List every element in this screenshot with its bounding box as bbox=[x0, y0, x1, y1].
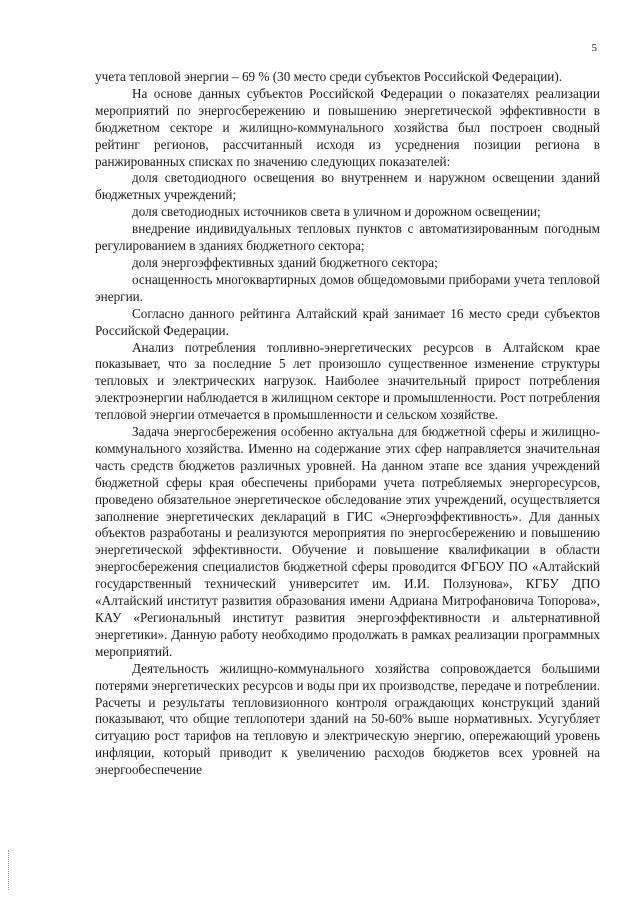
scan-edge-mark bbox=[8, 850, 10, 890]
list-item: доля светодиодного освещения во внутреннем и наружном освещении зданий бюджетных учреждений; bbox=[95, 170, 600, 203]
paragraph: Деятельность жилищно-коммунального хозяйства сопровождается большими потерями энергетических ресурсов и воды при их производстве, передаче и потреблении. Расчеты и результаты тепловизионного контроля ограждающих конструкций зданий показывают, что общие теплопотери зданий на 50-60% выше нормативных. Усугубляет ситуацию рост тарифов на тепловую и электрическую энергию, опережающий уровень инфляции, который приводит к увеличению расходов бюджетов всех уровней на энергообеспечение bbox=[95, 660, 600, 778]
paragraph: На основе данных субъектов Российской Федерации о показателях реализации мероприятий по энергосбережению и повышению энергетической эффективности в бюджетном секторе и жилищно-коммунального хозяйства был построен сводный рейтинг регионов, рассчитанный исходя из усреднения позиции региона в ранжированных списках по значению следующих показателей: bbox=[95, 85, 600, 169]
list-item: внедрение индивидуальных тепловых пунктов с автоматизированным погодным регулированием в зданиях бюджетного сектора; bbox=[95, 221, 600, 254]
page-number: 5 bbox=[591, 42, 597, 54]
paragraph: учета тепловой энергии – 69 % (30 место среди субъектов Российской Федерации). bbox=[95, 69, 563, 84]
paragraph: Задача энергосбережения особенно актуальна для бюджетной сферы и жилищно-коммунального хозяйства. Именно на содержание этих сфер направляется значительная часть средств бюджетов различных уровней. На данном этапе все здания учреждений бюджетной сферы края обеспечены приборами учета потребляемых энергоресурсов, проведено обязательное энергетическое обследование этих учреждений, осуществляется заполнение энергетических деклараций в ГИС «Энергоэффективность». Для данных объектов разработаны и реализуются мероприятия по энергосбережению и повышению энергетической эффективности. Обучение и повышение квалификации в области энергосбережения специалистов бюджетной сферы проводится ФГБОУ ПО «Алтайский государственный технический университет им. И.И. Ползунова», КГБУ ДПО «Алтайский институт развития образования имени Адриана Митрофановича Топорова», КАУ «Региональный институт развития энергоэффективности и альтернативной энергетики». Данную работу необходимо продолжать в рамках реализации программных мероприятий. bbox=[95, 424, 600, 659]
document-body bbox=[95, 69, 600, 779]
list-item: доля светодиодных источников света в уличном и дорожном освещении; bbox=[132, 204, 541, 220]
paragraph: Согласно данного рейтинга Алтайский край занимает 16 место среди субъектов Российской Федерации. bbox=[95, 305, 600, 338]
paragraph: Анализ потребления топливно-энергетических ресурсов в Алтайском крае показывает, что за последние 5 лет произошло существенное изменение структуры тепловых и электрических нагрузок. Наиболее значительный прирост потребления электроэнергии наблюдается в жилищном секторе и промышленности. Рост потребления тепловой энергии отмечается в промышленности и сельском хозяйстве. bbox=[95, 339, 600, 423]
list-item: оснащенность многоквартирных домов общедомовыми приборами учета тепловой энергии. bbox=[95, 271, 600, 304]
list-item: доля энергоэффективных зданий бюджетного сектора; bbox=[132, 254, 438, 270]
